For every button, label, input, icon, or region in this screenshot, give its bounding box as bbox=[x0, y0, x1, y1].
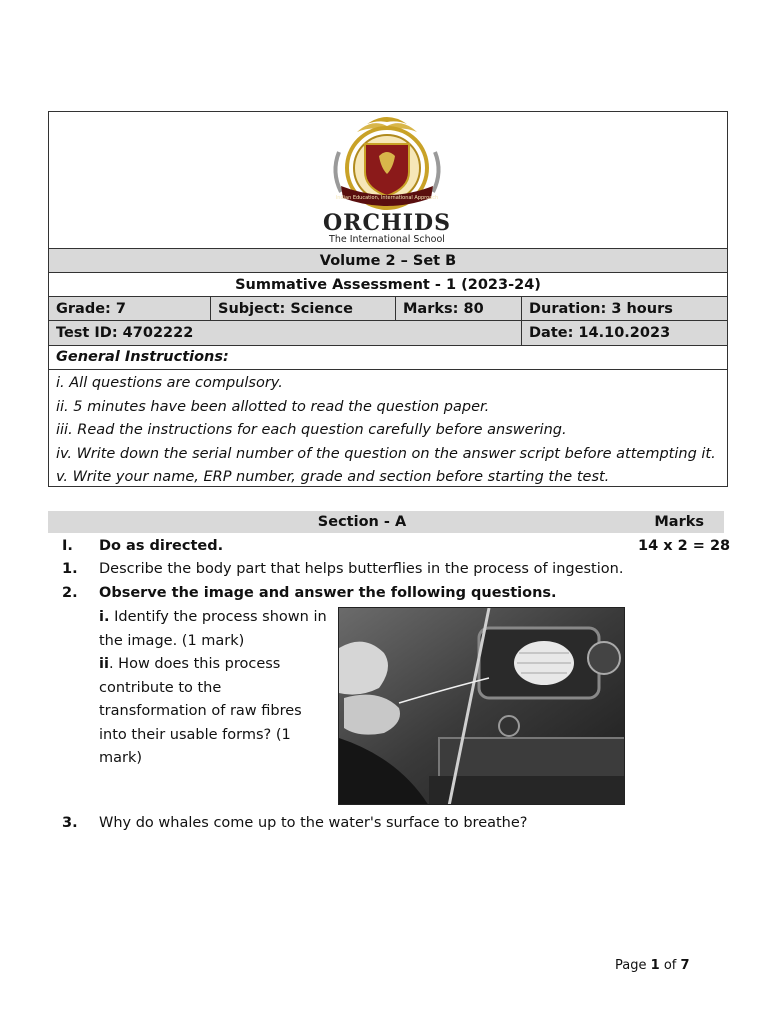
test-id-cell: Test ID: 4702222 bbox=[49, 321, 522, 345]
of-word: of bbox=[663, 958, 677, 973]
section-header bbox=[48, 511, 724, 533]
duration-cell: Duration: 3 hours bbox=[529, 300, 673, 317]
instruction-item: ii. 5 minutes have been allotted to read the question paper. bbox=[56, 398, 490, 415]
total-pages: 7 bbox=[680, 958, 690, 973]
instruction-item: iv. Write down the serial number of the question on the answer script before attempting it. bbox=[56, 445, 716, 462]
part-label: Do as directed. bbox=[99, 538, 224, 554]
school-logo bbox=[49, 112, 727, 248]
logo-wordmark: ORCHIDS bbox=[323, 210, 451, 236]
spinning-wheel-photo bbox=[338, 607, 625, 805]
assessment-row bbox=[49, 272, 727, 296]
question-text: Describe the body part that helps butterflies in the process of ingestion. bbox=[99, 561, 624, 577]
svg-text:Indian Education, Internationa: Indian Education, International Approach bbox=[335, 195, 439, 201]
grade-cell: Grade: 7 bbox=[49, 297, 211, 320]
subject-cell: Subject: Science bbox=[211, 297, 396, 320]
sub-line: Identify the process shown in bbox=[114, 609, 327, 625]
instructions-title: General Instructions: bbox=[49, 345, 727, 369]
question-number: 1. bbox=[62, 561, 78, 577]
sub-line: contribute to the bbox=[99, 679, 222, 696]
part-number: I. bbox=[62, 538, 73, 554]
logo-tagline: The International School bbox=[329, 234, 445, 244]
header-table bbox=[48, 111, 728, 487]
date-cell: Date: 14.10.2023 bbox=[529, 325, 671, 341]
sub-line: . How does this process bbox=[108, 656, 281, 672]
orchids-crest-logo bbox=[317, 112, 457, 244]
instruction-item: i. All questions are compulsory. bbox=[56, 375, 283, 391]
instructions-list bbox=[49, 369, 727, 487]
page-word: Page bbox=[615, 958, 647, 973]
sub-line: into their usable forms? (1 bbox=[99, 726, 291, 743]
marks-column-label: Marks bbox=[654, 514, 704, 530]
part-marks: 14 x 2 = 28 bbox=[638, 538, 731, 554]
sub-question-ii bbox=[99, 653, 334, 771]
sub-label: i. bbox=[99, 609, 110, 625]
volume-row bbox=[49, 248, 727, 272]
sub-question-i bbox=[99, 606, 334, 653]
question-text: Why do whales come up to the water's surface to breathe? bbox=[99, 815, 528, 831]
question-text: Observe the image and answer the following questions. bbox=[99, 585, 557, 601]
sub-line: transformation of raw fibres bbox=[99, 703, 302, 719]
section-title: Section - A bbox=[317, 514, 407, 530]
test-id-row bbox=[49, 320, 727, 345]
sub-line: the image. (1 mark) bbox=[99, 632, 245, 649]
current-page: 1 bbox=[650, 958, 660, 973]
sub-line: mark) bbox=[99, 750, 143, 766]
volume-title: Volume 2 – Set B bbox=[319, 252, 457, 269]
assessment-title: Summative Assessment - 1 (2023-24) bbox=[235, 276, 541, 293]
question-number: 3. bbox=[62, 815, 78, 831]
sub-label: ii bbox=[99, 656, 109, 672]
instruction-item: iii. Read the instructions for each question carefully before answering. bbox=[56, 422, 567, 438]
question-number: 2. bbox=[62, 585, 78, 601]
grade-row bbox=[49, 296, 727, 320]
page-footer bbox=[615, 958, 690, 973]
marks-cell: Marks: 80 bbox=[396, 297, 522, 320]
instruction-item: v. Write your name, ERP number, grade and section before starting the test. bbox=[56, 469, 610, 485]
